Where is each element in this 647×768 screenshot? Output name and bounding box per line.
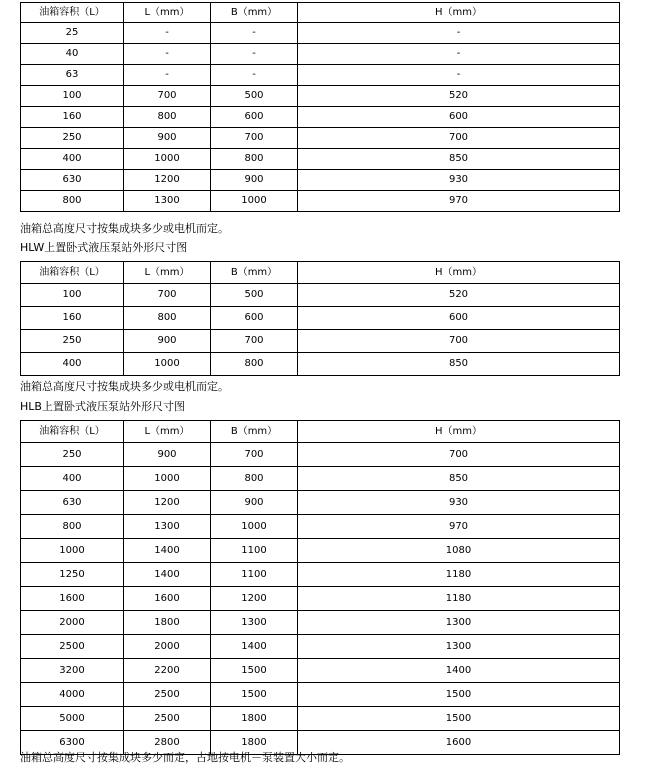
table-row bbox=[21, 491, 620, 515]
table-1-note: 油箱总高度尺寸按集成块多少或电机而定。 bbox=[20, 222, 229, 235]
cell-height: 1180 bbox=[298, 563, 620, 587]
cell-height: 850 bbox=[298, 149, 620, 170]
table-header-row bbox=[21, 3, 620, 23]
dimension-table-3 bbox=[20, 420, 620, 755]
cell-height: 930 bbox=[298, 491, 620, 515]
table-row bbox=[21, 635, 620, 659]
cell-width: 1400 bbox=[211, 635, 298, 659]
header-capacity: 油箱容积（L） bbox=[21, 262, 124, 284]
cell-height: 930 bbox=[298, 170, 620, 191]
header-length: L（mm） bbox=[124, 262, 211, 284]
cell-capacity: 800 bbox=[21, 515, 124, 539]
cell-width: 900 bbox=[211, 170, 298, 191]
table-row bbox=[21, 443, 620, 467]
cell-length: 900 bbox=[124, 128, 211, 149]
cell-capacity: 250 bbox=[21, 330, 124, 353]
table-row bbox=[21, 128, 620, 149]
cell-capacity: 63 bbox=[21, 65, 124, 86]
cell-width: 800 bbox=[211, 149, 298, 170]
cell-capacity: 400 bbox=[21, 353, 124, 376]
cell-length: 1000 bbox=[124, 467, 211, 491]
cell-width: 1000 bbox=[211, 191, 298, 212]
cell-height: 1500 bbox=[298, 683, 620, 707]
cell-capacity: 160 bbox=[21, 307, 124, 330]
cell-width: 700 bbox=[211, 443, 298, 467]
cell-width: 1300 bbox=[211, 611, 298, 635]
cell-length: 1400 bbox=[124, 563, 211, 587]
cell-capacity: 1250 bbox=[21, 563, 124, 587]
header-width: B（mm） bbox=[211, 262, 298, 284]
cell-length: 1000 bbox=[124, 149, 211, 170]
table-row bbox=[21, 107, 620, 128]
table-row bbox=[21, 44, 620, 65]
cell-length: 2000 bbox=[124, 635, 211, 659]
cell-width: 700 bbox=[211, 330, 298, 353]
cell-width: 1000 bbox=[211, 515, 298, 539]
table-3-title: HLB上置卧式液压泵站外形尺寸图 bbox=[20, 400, 185, 413]
table-row bbox=[21, 284, 620, 307]
table-row bbox=[21, 170, 620, 191]
cell-length: - bbox=[124, 23, 211, 44]
table-row bbox=[21, 659, 620, 683]
table-row bbox=[21, 539, 620, 563]
cell-capacity: 250 bbox=[21, 443, 124, 467]
cell-width: 1100 bbox=[211, 539, 298, 563]
cell-length: 1200 bbox=[124, 491, 211, 515]
cell-width: 600 bbox=[211, 307, 298, 330]
cell-height: 520 bbox=[298, 86, 620, 107]
cell-length: 2500 bbox=[124, 707, 211, 731]
table-row bbox=[21, 86, 620, 107]
cell-height: - bbox=[298, 65, 620, 86]
cell-capacity: 400 bbox=[21, 467, 124, 491]
cell-length: 1200 bbox=[124, 170, 211, 191]
cell-height: 970 bbox=[298, 515, 620, 539]
cell-height: 600 bbox=[298, 107, 620, 128]
header-height: H（mm） bbox=[298, 262, 620, 284]
cell-capacity: 250 bbox=[21, 128, 124, 149]
cell-height: 1500 bbox=[298, 707, 620, 731]
cell-capacity: 100 bbox=[21, 86, 124, 107]
cell-height: 1180 bbox=[298, 587, 620, 611]
cell-width: - bbox=[211, 44, 298, 65]
cell-capacity: 3200 bbox=[21, 659, 124, 683]
cell-capacity: 400 bbox=[21, 149, 124, 170]
table-row bbox=[21, 707, 620, 731]
table-row bbox=[21, 330, 620, 353]
cell-width: 700 bbox=[211, 128, 298, 149]
cell-length: - bbox=[124, 65, 211, 86]
table-row bbox=[21, 23, 620, 44]
header-capacity: 油箱容积（L） bbox=[21, 421, 124, 443]
cell-length: 1000 bbox=[124, 353, 211, 376]
cell-width: 900 bbox=[211, 491, 298, 515]
table-row bbox=[21, 307, 620, 330]
cell-length: 800 bbox=[124, 307, 211, 330]
table-row bbox=[21, 563, 620, 587]
cell-capacity: 2500 bbox=[21, 635, 124, 659]
cell-width: 1500 bbox=[211, 659, 298, 683]
table-row bbox=[21, 65, 620, 86]
cell-height: - bbox=[298, 23, 620, 44]
table-row bbox=[21, 467, 620, 491]
table-row bbox=[21, 191, 620, 212]
cell-capacity: 4000 bbox=[21, 683, 124, 707]
cell-width: 1200 bbox=[211, 587, 298, 611]
cell-length: 2200 bbox=[124, 659, 211, 683]
cell-capacity: 1000 bbox=[21, 539, 124, 563]
table-row bbox=[21, 683, 620, 707]
header-width: B（mm） bbox=[211, 3, 298, 23]
cell-capacity: 630 bbox=[21, 491, 124, 515]
cell-height: 850 bbox=[298, 353, 620, 376]
cell-width: 1500 bbox=[211, 683, 298, 707]
table-row bbox=[21, 353, 620, 376]
table-2-title: HLW上置卧式液压泵站外形尺寸图 bbox=[20, 241, 188, 254]
cell-height: 970 bbox=[298, 191, 620, 212]
cell-width: - bbox=[211, 65, 298, 86]
header-height: H（mm） bbox=[298, 421, 620, 443]
dimension-table-2 bbox=[20, 261, 620, 376]
cell-length: 1400 bbox=[124, 539, 211, 563]
cell-length: 900 bbox=[124, 443, 211, 467]
table-header-row bbox=[21, 421, 620, 443]
cell-height: 1300 bbox=[298, 635, 620, 659]
cell-capacity: 6300 bbox=[21, 731, 124, 755]
cell-capacity: 160 bbox=[21, 107, 124, 128]
table-2-note: 油箱总高度尺寸按集成块多少或电机而定。 bbox=[20, 380, 229, 393]
cell-length: 1600 bbox=[124, 587, 211, 611]
cell-height: 1400 bbox=[298, 659, 620, 683]
cell-width: 800 bbox=[211, 353, 298, 376]
dimension-table-1 bbox=[20, 2, 620, 212]
table-row bbox=[21, 611, 620, 635]
cell-height: 1080 bbox=[298, 539, 620, 563]
cell-capacity: 100 bbox=[21, 284, 124, 307]
cell-width: 600 bbox=[211, 107, 298, 128]
table-header-row bbox=[21, 262, 620, 284]
cell-height: 700 bbox=[298, 128, 620, 149]
cell-width: - bbox=[211, 23, 298, 44]
cell-height: 1300 bbox=[298, 611, 620, 635]
cell-capacity: 800 bbox=[21, 191, 124, 212]
cell-capacity: 40 bbox=[21, 44, 124, 65]
cell-capacity: 2000 bbox=[21, 611, 124, 635]
cell-height: 700 bbox=[298, 330, 620, 353]
cell-width: 500 bbox=[211, 284, 298, 307]
cell-length: 900 bbox=[124, 330, 211, 353]
cell-height: - bbox=[298, 44, 620, 65]
cell-length: 700 bbox=[124, 284, 211, 307]
cell-length: 2500 bbox=[124, 683, 211, 707]
header-length: L（mm） bbox=[124, 3, 211, 23]
header-capacity: 油箱容积（L） bbox=[21, 3, 124, 23]
header-length: L（mm） bbox=[124, 421, 211, 443]
cell-length: 1300 bbox=[124, 515, 211, 539]
cell-width: 800 bbox=[211, 467, 298, 491]
table-3-note: 油箱总高度尺寸按集成块多少而定，占地按电机－泵装置大小而定。 bbox=[20, 751, 350, 764]
cell-height: 700 bbox=[298, 443, 620, 467]
table-row bbox=[21, 515, 620, 539]
cell-height: 850 bbox=[298, 467, 620, 491]
cell-length: 800 bbox=[124, 107, 211, 128]
cell-width: 500 bbox=[211, 86, 298, 107]
cell-capacity: 5000 bbox=[21, 707, 124, 731]
cell-capacity: 1600 bbox=[21, 587, 124, 611]
cell-width: 1800 bbox=[211, 731, 298, 755]
cell-height: 520 bbox=[298, 284, 620, 307]
table-row bbox=[21, 587, 620, 611]
cell-capacity: 630 bbox=[21, 170, 124, 191]
header-height: H（mm） bbox=[298, 3, 620, 23]
cell-length: 1800 bbox=[124, 611, 211, 635]
cell-width: 1800 bbox=[211, 707, 298, 731]
cell-length: - bbox=[124, 44, 211, 65]
cell-length: 1300 bbox=[124, 191, 211, 212]
header-width: B（mm） bbox=[211, 421, 298, 443]
cell-height: 1600 bbox=[298, 731, 620, 755]
cell-height: 600 bbox=[298, 307, 620, 330]
cell-length: 2800 bbox=[124, 731, 211, 755]
table-row bbox=[21, 149, 620, 170]
cell-width: 1100 bbox=[211, 563, 298, 587]
cell-length: 700 bbox=[124, 86, 211, 107]
cell-capacity: 25 bbox=[21, 23, 124, 44]
